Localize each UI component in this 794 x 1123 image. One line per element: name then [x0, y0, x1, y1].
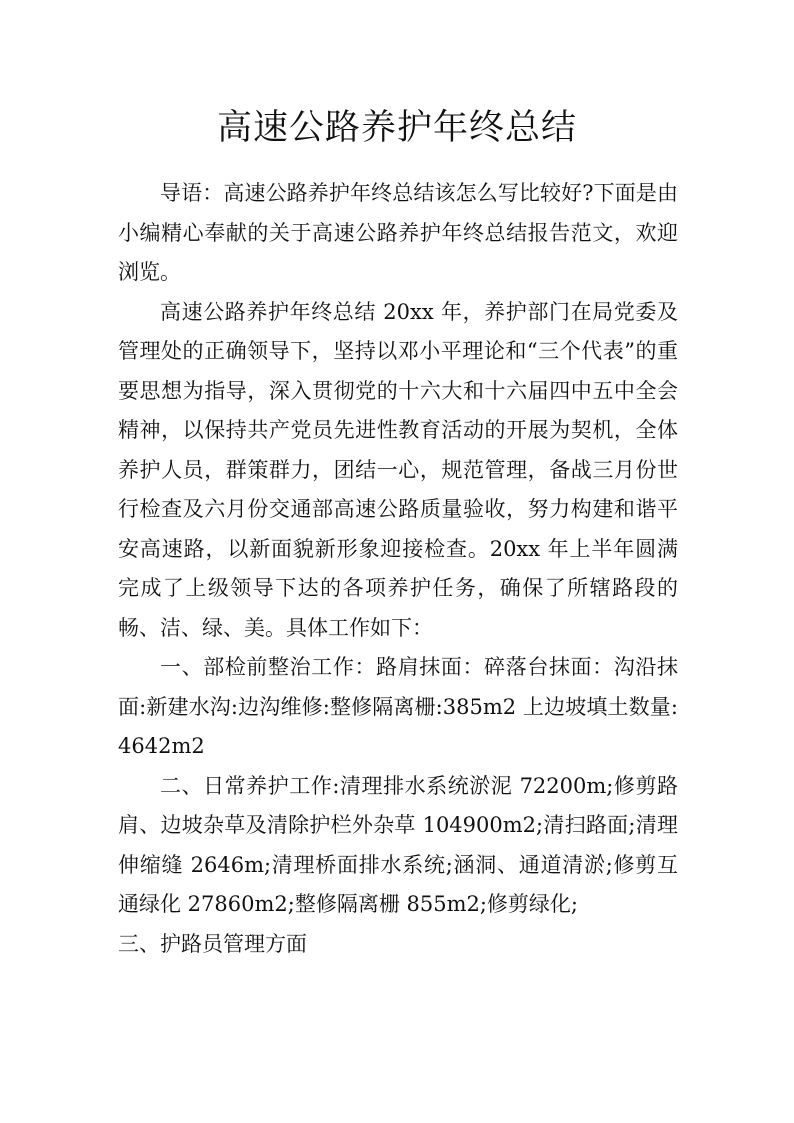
document-title: 高速公路养护年终总结: [216, 108, 577, 148]
paragraph-section-1: 一、部检前整治工作：路肩抹面：碎落台抹面：沟沿抹面:新建水沟:边沟维修:整修隔离栅:385m2 上边坡填土数量:4642m2: [118, 655, 678, 758]
paragraph-section-3-heading: 三、护路员管理方面: [118, 931, 307, 956]
paragraph-summary: 高速公路养护年终总结 20xx 年，养护部门在局党委及管理处的正确领导下，坚持以邓小平理论和“三个代表”的重要思想为指导，深入贯彻党的十六大和十六届四中五中全会精神，以保持共产党员先进性教育活动的开展为契机，全体养护人员，群策群力，团结一心，规范管理，备战三月份世行检查及六月份交通部高速公路质量验收，努力构建和谐平安高速路，以新面貌新形象迎接检查。20xx 年上半年圆满完成了上级领导下达的各项养护任务，确保了所辖路段的畅、洁、绿、美。具体工作如下：: [118, 299, 678, 640]
document-body: [118, 174, 678, 964]
paragraph-intro: 导语：高速公路养护年终总结该怎么写比较好?下面是由小编精心奉献的关于高速公路养护年终总结报告范文，欢迎浏览。: [118, 181, 678, 284]
paragraph-section-2: 二、日常养护工作:清理排水系统淤泥 72200m;修剪路肩、边坡杂草及清除护栏外杂草 104900m2;清扫路面;清理伸缩缝 2646m;清理桥面排水系统;涵洞、通道清淤;修剪互通绿化 27860m2;整修隔离栅 855m2;修剪绿化;: [118, 773, 678, 916]
